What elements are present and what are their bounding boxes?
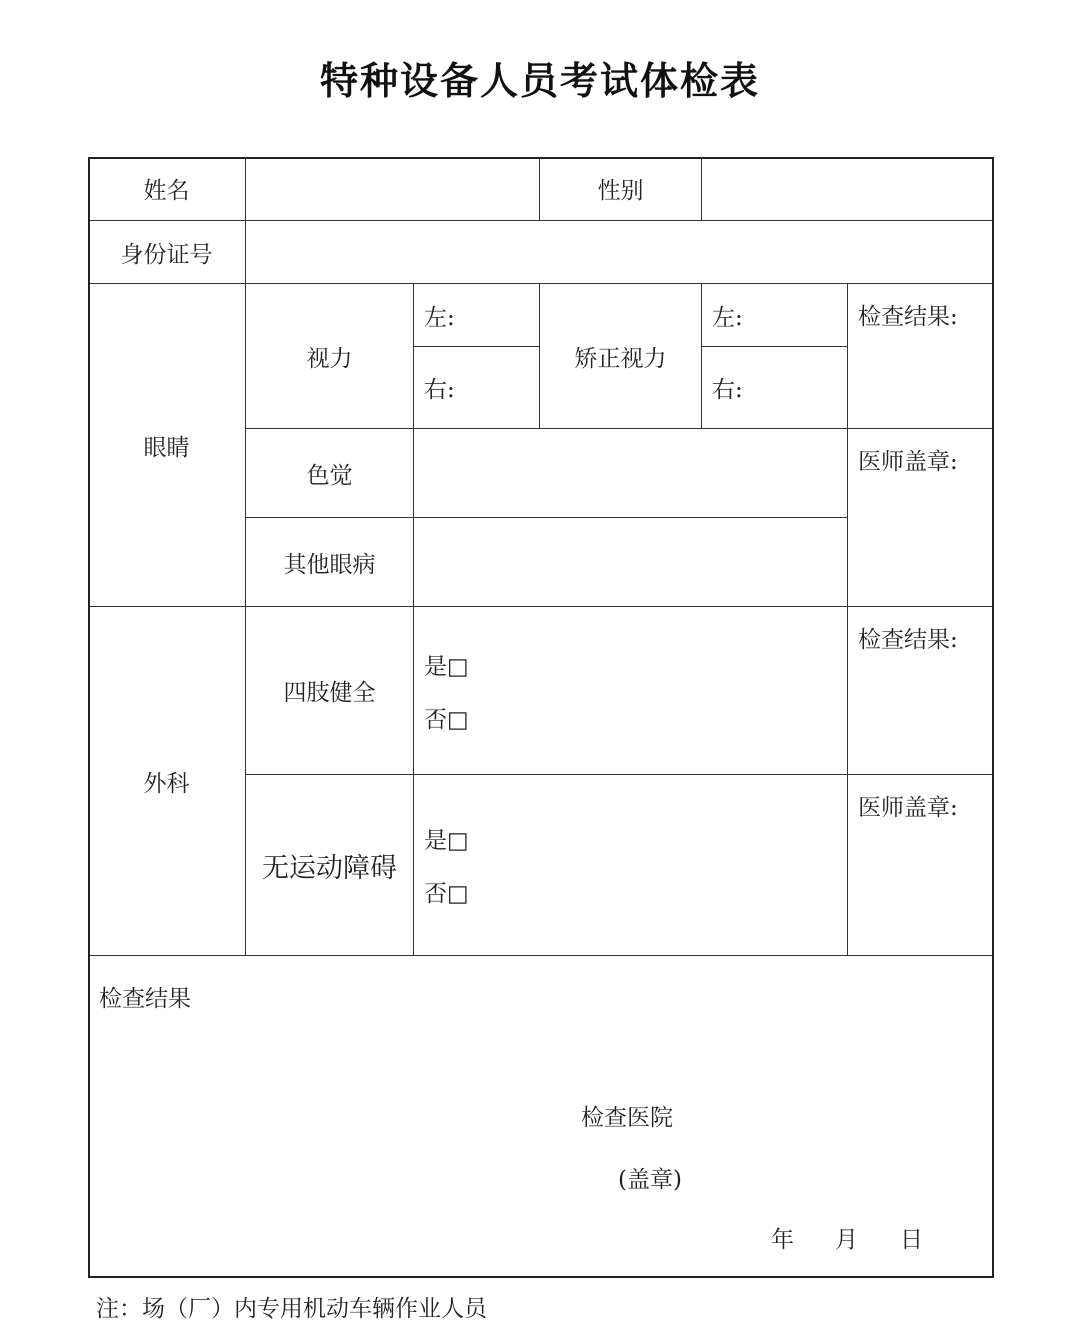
eyes-check-result-cell[interactable]: [848, 284, 994, 429]
corrected-vision-label: 矫正视力: [540, 284, 702, 429]
corrected-left-field[interactable]: [702, 284, 848, 347]
surgery-label: 外科: [88, 607, 246, 956]
eyes-doctor-seal-label: 医师盖章:: [858, 449, 958, 475]
corrected-right-label: 右:: [712, 377, 743, 403]
day-label: 日: [900, 1227, 923, 1253]
seal-label: (盖章): [618, 1167, 682, 1193]
limbs-no-checkbox[interactable]: 否□: [424, 706, 469, 733]
gender-field[interactable]: [702, 157, 994, 221]
gender-label: 性别: [540, 157, 702, 221]
eyes-doctor-seal-cell[interactable]: [848, 429, 994, 607]
limbs-intact-options: [414, 607, 848, 775]
vision-label: 视力: [246, 284, 414, 429]
color-vision-field[interactable]: [414, 429, 848, 518]
corrected-right-field[interactable]: [702, 347, 848, 429]
limbs-intact-label: 四肢健全: [246, 607, 414, 775]
footnote: 注：场（厂）内专用机动车辆作业人员: [96, 1296, 487, 1322]
id-number-label: 身份证号: [88, 221, 246, 284]
surgery-doctor-seal-label: 医师盖章:: [858, 795, 958, 821]
other-eye-disease-label: 其他眼病: [246, 518, 414, 607]
vision-left-field[interactable]: [414, 284, 540, 347]
overall-result-label: 检查结果: [99, 986, 191, 1012]
vision-right-label: 右:: [424, 377, 455, 403]
eyes-label: 眼睛: [88, 284, 246, 607]
no-motor-disorder-label: 无运动障碍: [246, 775, 414, 956]
name-field[interactable]: [246, 157, 540, 221]
color-vision-label: 色觉: [246, 429, 414, 518]
motor-no-checkbox[interactable]: 否□: [424, 881, 469, 907]
vision-left-label: 左:: [424, 304, 455, 331]
surgery-check-result-cell[interactable]: [848, 607, 994, 775]
limbs-yes-checkbox[interactable]: 是□: [424, 653, 469, 680]
vision-right-field[interactable]: [414, 347, 540, 429]
hospital-label: 检查医院: [581, 1105, 673, 1131]
year-label: 年: [771, 1227, 794, 1253]
corrected-left-label: 左:: [712, 304, 743, 331]
id-number-field[interactable]: [246, 221, 994, 284]
motor-yes-checkbox[interactable]: 是□: [424, 828, 469, 854]
surgery-doctor-seal-cell[interactable]: [848, 775, 994, 956]
eyes-check-result-label: 检查结果:: [858, 304, 958, 330]
name-label: 姓名: [88, 157, 246, 221]
surgery-check-result-label: 检查结果:: [858, 627, 958, 653]
other-eye-disease-field[interactable]: [414, 518, 848, 607]
overall-result-cell[interactable]: [88, 956, 994, 1278]
form-title: 特种设备人员考试体检表: [319, 59, 760, 103]
motor-disorder-options: [414, 775, 848, 956]
month-label: 月: [835, 1227, 858, 1253]
